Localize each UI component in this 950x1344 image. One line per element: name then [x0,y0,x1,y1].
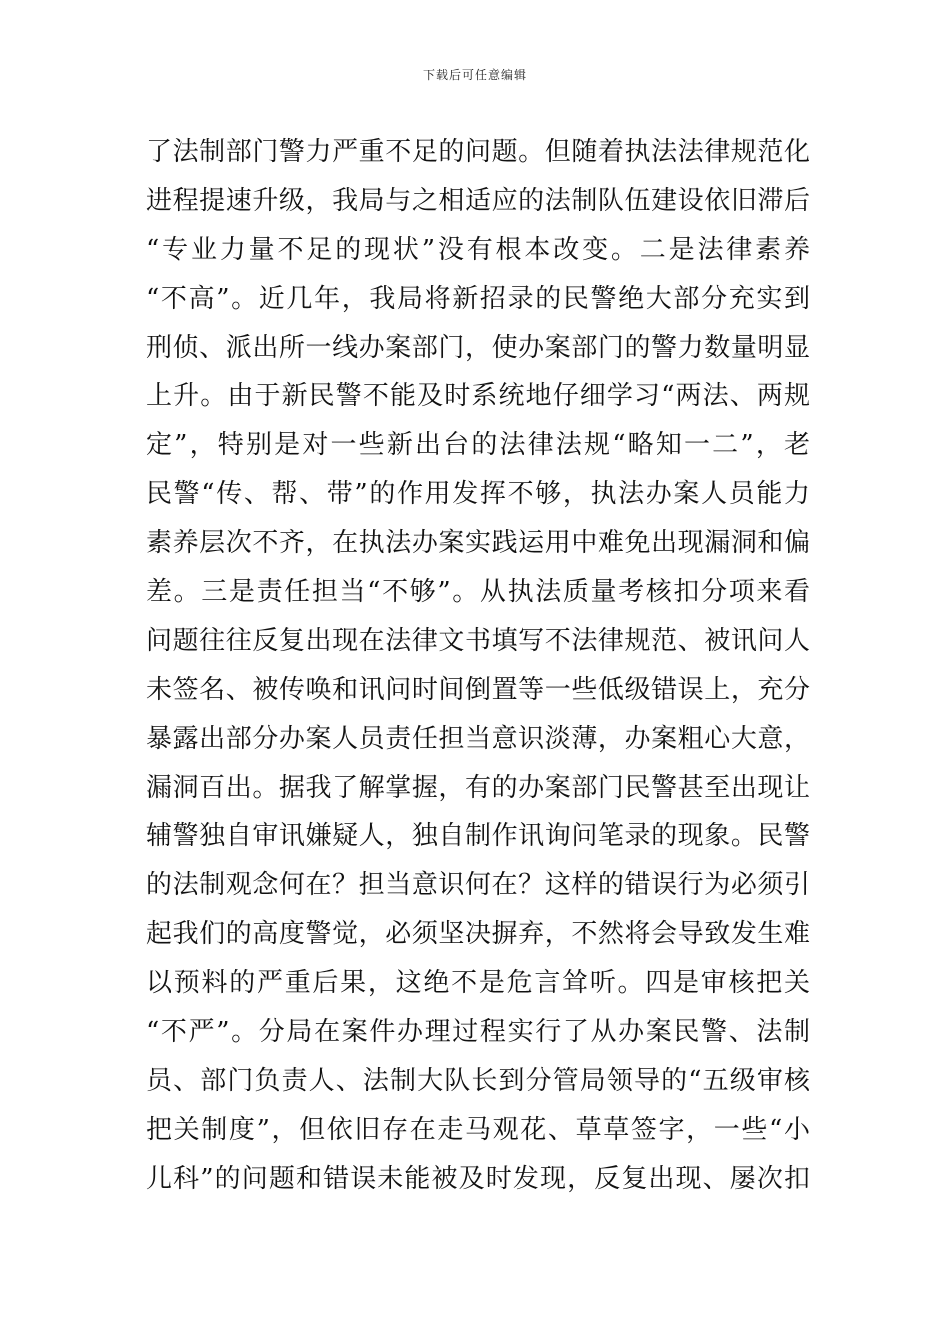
text-line: 定”，特别是对一些新出台的法律法规“略知一二”，老 [146,430,810,461]
text-line: 辅警独自审讯嫌疑人，独自制作讯询问笔录的现象。民警 [146,821,810,852]
text-line: 儿科”的问题和错误未能被及时发现，反复出现、屡次扣 [146,1163,810,1194]
text-line: 未签名、被传唤和讯问时间倒置等一些低级错误上，充分 [146,674,810,705]
text-line: 把关制度”，但依旧存在走马观花、草草签字，一些“小 [146,1114,810,1145]
text-line: 员、部门负责人、法制大队长到分管局领导的“五级审核 [146,1065,810,1096]
text-line: “专业力量不足的现状”没有根本改变。二是法律素养 [146,234,810,265]
text-line: “不严”。分局在案件办理过程实行了从办案民警、法制 [146,1017,810,1048]
text-line: 民警“传、帮、带”的作用发挥不够，执法办案人员能力 [146,479,810,510]
text-line: 问题往往反复出现在法律文书填写不法律规范、被讯问人 [146,625,810,656]
text-line: 漏洞百出。据我了解掌握，有的办案部门民警甚至出现让 [146,772,810,803]
text-line: 以预料的严重后果，这绝不是危言耸听。四是审核把关 [146,968,810,999]
text-line: “不高”。近几年，我局将新招录的民警绝大部分充实到 [146,283,810,314]
text-line: 素养层次不齐，在执法办案实践运用中难免出现漏洞和偏 [146,528,810,559]
text-line: 的法制观念何在？担当意识何在？这样的错误行为必须引 [146,870,810,901]
text-line: 刑侦、派出所一线办案部门，使办案部门的警力数量明显 [146,332,810,363]
text-line: 起我们的高度警觉，必须坚决摒弃，不然将会导致发生难 [146,919,810,950]
text-line: 了法制部门警力严重不足的问题。但随着执法法律规范化 [146,137,810,167]
text-line: 进程提速升级，我局与之相适应的法制队伍建设依旧滞后 [146,185,810,216]
text-line: 上升。由于新民警不能及时系统地仔细学习“两法、两规 [146,381,810,412]
text-line: 暴露出部分办案人员责任担当意识淡薄，办案粗心大意， [146,723,810,754]
body-text [146,128,810,1204]
page-header-note: 下载后可任意编辑 [422,68,527,82]
text-line: 差。三是责任担当“不够”。从执法质量考核扣分项来看 [146,577,810,608]
